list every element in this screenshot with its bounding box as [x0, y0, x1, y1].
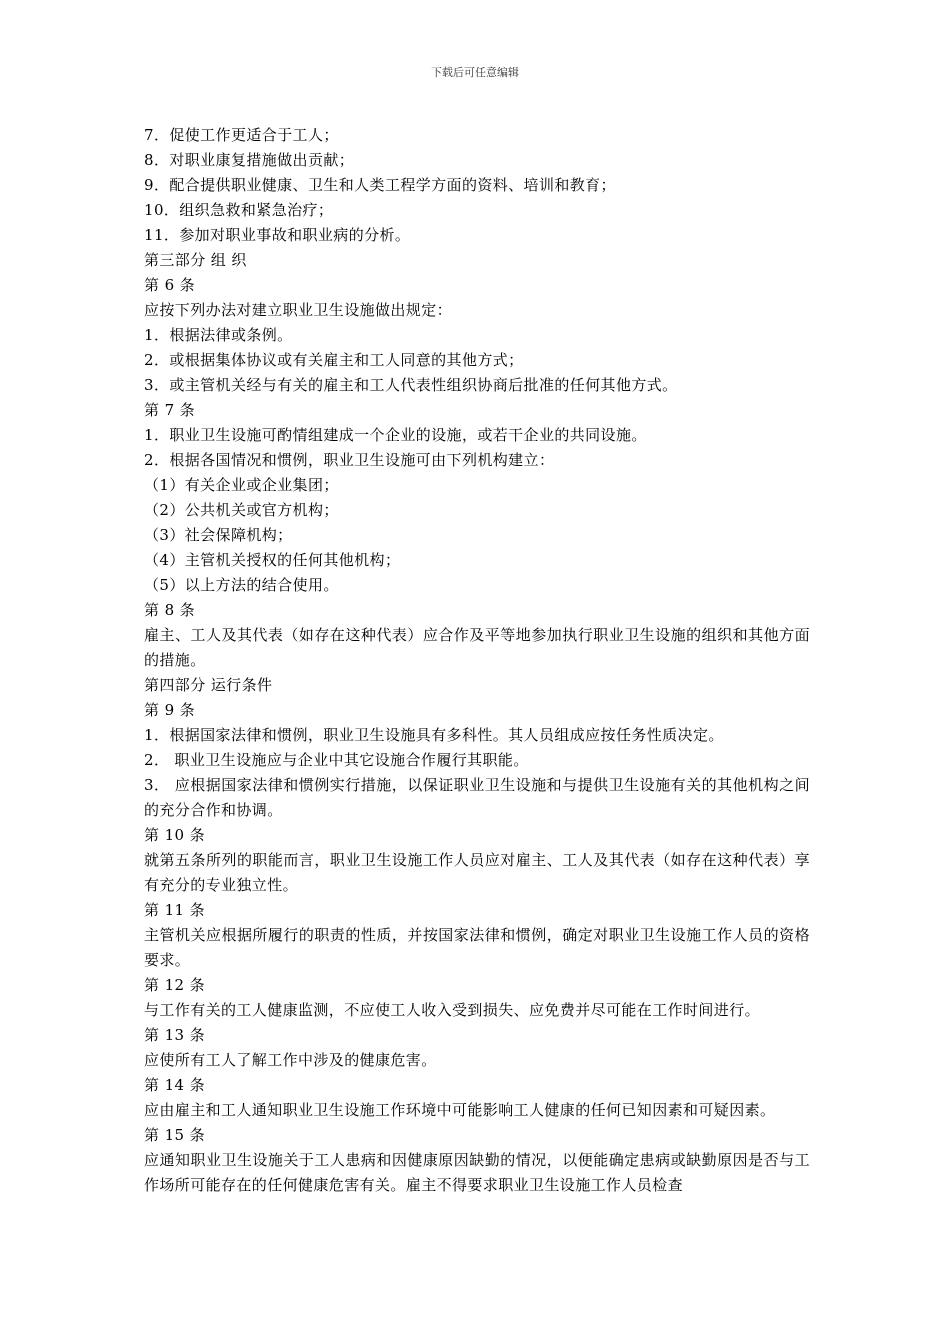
- paragraph: 应由雇主和工人通知职业卫生设施工作环境中可能影响工人健康的任何已知因素和可疑因素。: [144, 1101, 776, 1119]
- article-heading: 第 13 条: [144, 1026, 206, 1044]
- page-header: 下载后可任意编辑: [431, 66, 519, 79]
- section-heading: 第四部分 运行条件: [144, 676, 273, 694]
- list-item: （5）以上方法的结合使用。: [144, 576, 339, 594]
- paragraph: 与工作有关的工人健康监测，不应使工人收入受到损失、应免费并尽可能在工作时间进行。: [144, 1001, 761, 1019]
- article-heading: 第 12 条: [144, 976, 206, 994]
- article-heading: 第 15 条: [144, 1126, 206, 1144]
- list-item: 10．组织急救和紧急治疗；: [144, 201, 334, 219]
- article-heading: 第 9 条: [144, 701, 196, 719]
- paragraph: 就第五条所列的职能而言，职业卫生设施工作人员应对雇主、工人及其代表（如存在这种代表）享有充分的专业独立性。: [144, 851, 810, 894]
- section-heading: 第三部分 组 织: [144, 251, 247, 269]
- article-heading: 第 14 条: [144, 1076, 206, 1094]
- list-item: 2． 职业卫生设施应与企业中其它设施合作履行其职能。: [144, 751, 529, 769]
- article-heading: 第 6 条: [144, 276, 196, 294]
- paragraph: 主管机关应根据所履行的职责的性质，并按国家法律和惯例，确定对职业卫生设施工作人员的资格要求。: [144, 926, 810, 969]
- list-item: 11．参加对职业事故和职业病的分析。: [144, 226, 411, 244]
- list-item: 2．根据各国情况和惯例，职业卫生设施可由下列机构建立：: [144, 451, 555, 469]
- list-item: （1）有关企业或企业集团；: [144, 476, 339, 494]
- list-item: 7．促使工作更适合于工人；: [144, 126, 339, 144]
- list-item: （2）公共机关或官方机构；: [144, 501, 339, 519]
- list-item: 8．对职业康复措施做出贡献；: [144, 151, 355, 169]
- paragraph: 应按下列办法对建立职业卫生设施做出规定：: [144, 301, 453, 319]
- list-item: （3）社会保障机构；: [144, 526, 293, 544]
- list-item: 1．根据国家法律和惯例，职业卫生设施具有多科性。其人员组成应按任务性质决定。: [144, 726, 724, 744]
- paragraph: 应通知职业卫生设施关于工人患病和因健康原因缺勤的情况，以便能确定患病或缺勤原因是否与工作场所可能存在的任何健康危害有关。雇主不得要求职业卫生设施工作人员检查: [144, 1151, 810, 1194]
- article-heading: 第 10 条: [144, 826, 206, 844]
- article-heading: 第 11 条: [144, 901, 206, 919]
- list-item: 3．或主管机关经与有关的雇主和工人代表性组织协商后批准的任何其他方式。: [144, 376, 678, 394]
- list-item: 1．根据法律或条例。: [144, 326, 293, 344]
- list-item: 1．职业卫生设施可酌情组建成一个企业的设施，或若干企业的共同设施。: [144, 426, 647, 444]
- list-item: 9．配合提供职业健康、卫生和人类工程学方面的资料、培训和教育；: [144, 176, 616, 194]
- list-item: （4）主管机关授权的任何其他机构；: [144, 551, 401, 569]
- article-heading: 第 8 条: [144, 601, 196, 619]
- paragraph: 雇主、工人及其代表（如存在这种代表）应合作及平等地参加执行职业卫生设施的组织和其他方面的措施。: [144, 626, 810, 669]
- document-body: [144, 123, 810, 1198]
- article-heading: 第 7 条: [144, 401, 196, 419]
- list-item: 3． 应根据国家法律和惯例实行措施，以保证职业卫生设施和与提供卫生设施有关的其他机构之间的充分合作和协调。: [144, 776, 810, 819]
- list-item: 2．或根据集体协议或有关雇主和工人同意的其他方式；: [144, 351, 524, 369]
- paragraph: 应使所有工人了解工作中涉及的健康危害。: [144, 1051, 437, 1069]
